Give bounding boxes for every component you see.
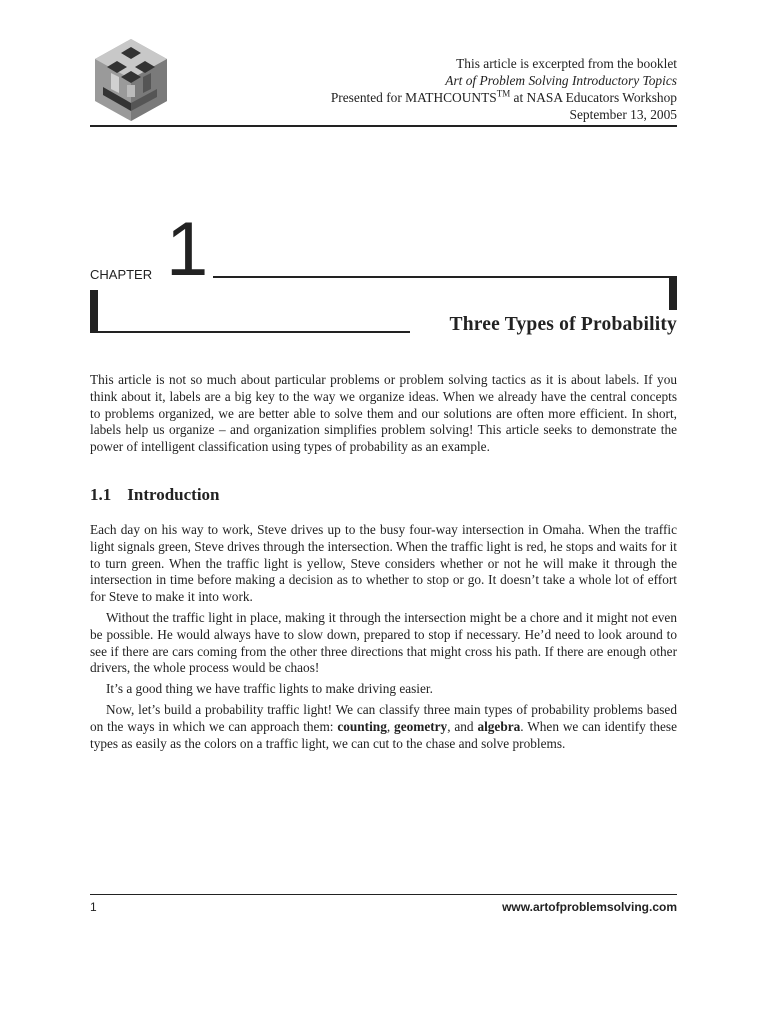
paragraph bbox=[90, 702, 677, 752]
footer-url-link[interactable]: www.artofproblemsolving.com bbox=[502, 900, 677, 914]
chapter-title: Three Types of Probability bbox=[449, 314, 677, 335]
excerpt-header bbox=[331, 55, 677, 123]
header-line: This article is excerpted from the booklet bbox=[456, 56, 677, 71]
text: Now, let’s build a probability traffic light! We can classify three main types of probability problems based on the ways in which we can approach them: bbox=[90, 701, 677, 734]
chapter-label: CHAPTER bbox=[90, 267, 153, 282]
chapter-bar-left bbox=[90, 290, 98, 333]
header-rule bbox=[90, 125, 677, 127]
trademark: TM bbox=[496, 88, 511, 99]
chapter-rule-bottom bbox=[90, 331, 410, 333]
header-text: Presented for MATHCOUNTS bbox=[330, 90, 497, 105]
text: , bbox=[386, 718, 395, 734]
section-title: Introduction bbox=[127, 484, 220, 504]
paragraph: It’s a good thing we have traffic lights to make driving easier. bbox=[106, 681, 433, 697]
paragraph: Each day on his way to work, Steve drives up to the busy four-way intersection in Omaha. When the traffic light signals green, Steve drives through the intersection. When the traffic light is red, he stops and waits for it to turn green. When the traffic light is yellow, Steve considers whether or not he will make it through the intersection in time before making a decision as to whether to stop or go. It doesn’t take a whole lot of effort for Steve to make it into work. bbox=[90, 521, 677, 605]
paragraph: Without the traffic light in place, making it through the intersection might be a chore and it might not even be possible. He would always have to slow down, prepared to stop if necessary. He’d need to look around to see if there are cars coming from the other three directions that might cross his path. If there are enough other drivers, the whole process would be chaos! bbox=[90, 609, 677, 676]
header-date: September 13, 2005 bbox=[569, 107, 677, 122]
section-number: 1.1 bbox=[90, 484, 112, 504]
chapter-number: 1 bbox=[166, 207, 209, 292]
article-body bbox=[90, 372, 677, 756]
chapter-bar-right bbox=[669, 278, 677, 310]
header-line bbox=[331, 89, 677, 106]
chapter-rule-top bbox=[213, 276, 677, 278]
booklet-title: Art of Problem Solving Introductory Topics bbox=[445, 73, 677, 88]
intro-paragraph: This article is not so much about particular problems or problem solving tactics as it is about labels. If you think about it, labels are a big key to the way we organize ideas. When we already have the central concepts to problems organized, we are better able to solve them and our solutions are often more efficient. In short, labels help us organize – and organization simplifies problem solving! This article seeks to demonstrate the power of intelligent classification using types of probability as an example. bbox=[90, 372, 677, 455]
header-text: at NASA Educators Workshop bbox=[510, 90, 677, 105]
section-heading bbox=[90, 484, 677, 506]
term-counting: counting bbox=[337, 718, 387, 734]
term-geometry: geometry bbox=[394, 718, 448, 734]
page-number: 1 bbox=[90, 900, 97, 914]
text: , and bbox=[447, 718, 478, 734]
term-algebra: algebra bbox=[477, 718, 521, 734]
aops-logo-icon bbox=[90, 37, 172, 123]
text: . When we can identify these types as easily as the colors on a traffic light, we can cut to the chase and solve problems. bbox=[90, 718, 678, 751]
footer-rule bbox=[90, 894, 677, 895]
